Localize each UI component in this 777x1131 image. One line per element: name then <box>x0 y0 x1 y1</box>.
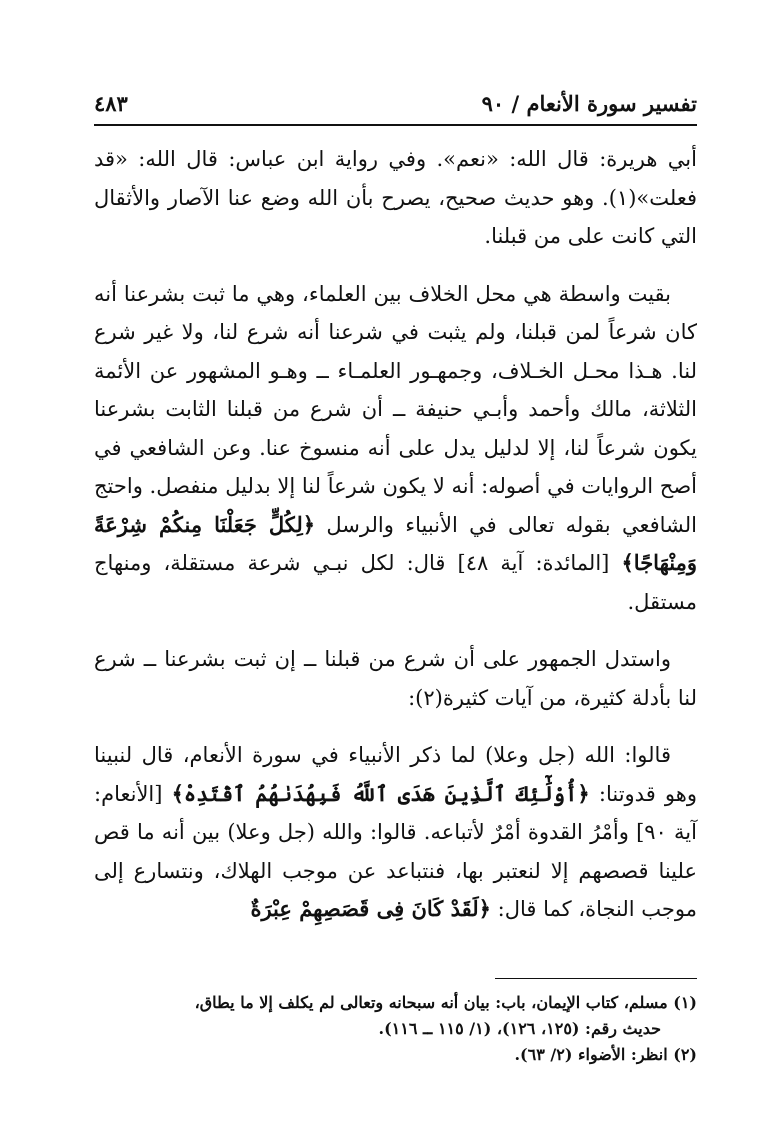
running-header <box>94 82 697 116</box>
paragraph-3: واستدل الجمهور على أن شرع من قبلنا ــ إن ثبت بشرعنا ــ شرع لنا بأدلة كثيرة، من آيات كثيرة(٢): <box>94 647 697 710</box>
paragraph-2 <box>94 275 697 622</box>
paragraph-1: أبي هريرة: قال الله: «نعم». وفي رواية ابن عباس: قال الله: «قد فعلت»(١). وهو حديث صحيح، يصرح بأن الله وضع عنا الآصار والأثقال التي كانت على من قبلنا. <box>94 147 697 248</box>
page-number: ٤٨٣ <box>94 91 128 116</box>
paragraph-4-text-a: قالوا: الله (جل وعلا) لما ذكر الأنبياء في سورة الأنعام، قال لنبينا وهو قدوتنا: <box>94 743 697 806</box>
quran-verse-maidah: ﴿لِكُلٍّ جَعَلْنَا مِنكُمْ شِرْعَةً وَمِنْهَاجًا﴾ <box>94 511 697 575</box>
footnote-1-continued: حديث رقم: (١٢٥، ١٢٦)، (١/ ١١٥ ــ ١١٦). <box>378 1019 661 1038</box>
footnotes <box>94 990 697 1068</box>
paragraph-2-text-b: [المائدة: آية ٤٨] قال: لكل نبـي شرعة مستقلة، ومنهاج مستقل. <box>94 551 697 614</box>
footnote-1: (١) مسلم، كتاب الإيمان، باب: بيان أنه سبحانه وتعالى لم يكلف إلا ما يطاق، <box>194 993 697 1012</box>
paragraph-4-text-b: [الأنعام: آية ٩٠] وأمْرُ القدوة أمْرٌ لأتباعه. قالوا: والله (جل وعلا) بين أنه ما قص علينا قصصهم إلا لنعتبر بها، فنتباعد عن موجب الهلاك، ونتسارع إلى موجب النجاة، كما قال: <box>94 781 697 921</box>
paragraph-2-text-a: بقيت واسطة هي محل الخلاف بين العلماء، وهي ما ثبت بشرعنا أنه كان شرعاً لمن قبلنا، ولم يثبت في شرعنا أنه شرع لنا، ولا غير شرع لنا. هـذا محـل الخـلاف، وجمهـور العلمـاء ــ وهـو المشهور عن الأئمة الثلاثة، مالك وأحمد وأبـي حنيفة ــ أن شرع من قبلنا الثابت بشرعنا يكون شرعاً لنا، إلا لدليل يدل على أنه منسوخ عنا. وعن الشافعي في أصح الروايات في أصوله: أنه لا يكون شرعاً لنا إلا بدليل منفصل. واحتج الشافعي بقوله تعالى في الأنبياء والرسل <box>94 281 697 537</box>
header-title: تفسير سورة الأنعام / ٩٠ <box>481 91 697 116</box>
quran-verse-yusuf: ﴿لَقَدْ كَانَ فِى قَصَصِهِمْ عِبْرَةٌ <box>250 896 491 921</box>
paragraph-4 <box>94 736 697 929</box>
footnote-2: (٢) انظر: الأضواء (٢/ ٦٣). <box>514 1045 697 1064</box>
quran-verse-anam: ﴿أُوْلَٰٓئِكَ ٱلَّذِينَ هَدَى ٱللَّهُ فَبِهُدَىٰهُمُ ٱقْتَدِهْ﴾ <box>171 780 590 806</box>
header-divider <box>94 124 697 126</box>
footnote-divider <box>495 978 697 979</box>
main-text <box>94 140 697 948</box>
